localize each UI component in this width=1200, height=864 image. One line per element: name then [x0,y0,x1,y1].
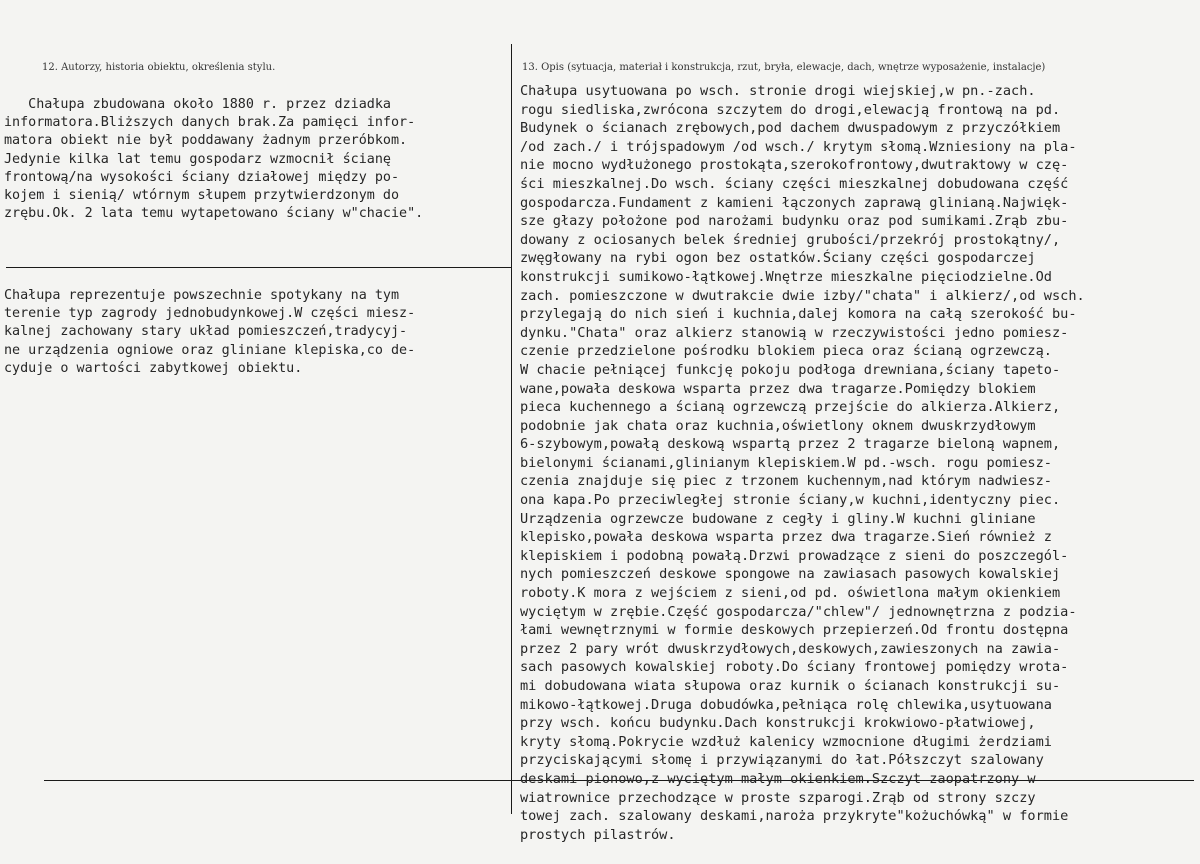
section13-heading: 13. Opis (sytuacja, materiał i konstrukcja, rzut, bryła, elewacje, dach, wnętrze wyposażenie, instalacje) [522,62,1046,73]
heritage-assessment-text: Chałupa reprezentuje powszechnie spotykany na tym terenie typ zagrody jednobudynkowej.W części miesz- kalnej zachowany stary układ pomieszczeń,tradycyj- ne urządzenia ogniowe oraz gliniane klepiska,co de- cyduje o wartości zabytkowej obiektu. [4,288,416,376]
column-divider [511,44,512,814]
left-section-divider [6,267,512,268]
section13-description-text: Chałupa usytuowana po wsch. stronie drogi wiejskiej,w pn.-zach. rogu siedliska,zwrócona szczytem do drogi,elewacją frontową na pd. Budynek o ścianach zrębowych,pod dachem dwuspadowym z przyczółkiem /od zach./ i trójspadowym /od wsch./ krytym słomą.Wzniesiony na pla- nie mocno wydłużonego prostokąta,szerokofrontowy,dwutraktowy w czę- ści mieszkalnej.Do wsch. ściany części mieszkalnej dobudowana część gospodarcza.Fundament z kamieni łączonych zaprawą glinianą.Najwięk- sze głazy położone pod narożami budynku oraz pod sumikami.Zrąb zbu- dowany z ociosanych belek średniej grubości/przekrój prostokątny/, zwęgłowany na rybi ogon bez ostatków.Ściany części gospodarczej konstrukcji sumikowo-łątkowej.Wnętrze mieszkalne pięciodzielne.Od zach. pomieszczone w dwutrakcie dwie izby/"chata" i alkierz/,od wsch. przylegają do nich sień i kuchnia,dalej komora na całą szerokość bu- dynku."Chata" oraz alkierz stanowią w rzeczywistości jedno pomiesz- czenie przedzielone pośrodku blokiem pieca oraz ścianą ogrzewczą. W chacie pełniącej funkcję pokoju podłoga drewniana,ściany tapeto- wane,powała deskowa wsparta przez dwa tragarze.Pomiędzy blokiem pieca kuchennego a ścianą ogrzewczą przejście do alkierza.Alkierz, podobnie jak chata oraz kuchnia,oświetlony oknem dwuskrzydłowym 6-szybowym,powałą deskową wspartą przez 2 tragarze bieloną wapnem, bielonymi ścianami,glinianym klepiskiem.W pd.-wsch. rogu pomiesz- czenia znajduje się piec z trzonem kuchennym,nad którym nadwiesz- ona kapa.Po przeciwległej stronie ściany,w kuchni,identyczny piec. Urządzenia ogrzewcze budowane z cegły i gliny.W kuchni gliniane klepisko,powała deskowa wsparta przez dwa tragarze.Sień również z klepiskiem i podobną powałą.Drzwi prowadzące z sieni do poszczegól- nych pomieszczeń deskowe spongowe na zawiasach pasowych kowalskiej roboty.K mora z wejściem z sieni,od pd. oświetlona małym okienkiem wyciętym w zrębie.Część gospodarcza/"chlew"/ jednownętrzna z podzia- łami wewnętrznymi w formie deskowych przepierzeń.Od frontu dostępna przez 2 pary wrót dwuskrzydłowych,deskowych,zawieszonych na zawia- sach pasowych kowalskiej roboty.Do ściany frontowej pomiędzy wrota- mi dobudowana wiata słupowa oraz kurnik o ścianach konstrukcji su- mikowo-łątkowej.Druga dobudówka,pełniąca rolę chlewika,usytuowana przy wsch. końcu budynku.Dach konstrukcji krokwiowo-płatwiowej, kryty słomą.Pokrycie wzdłuż kalenicy wzmocnione długimi żerdziami przyciskającymi słomę i przywiązanymi do łat.Półszczyt szalowany deskami pionowo,z wyciętym małym okienkiem.Szczyt zaopatrzony w wiatrownice przechodzące w proste szparogi.Zrąb od strony szczy towej zach. szalowany deskami,naroża przykryte"kożuchówką" w formie prostych pilastrów. [520,83,1085,843]
section12-history-text: Chałupa zbudowana około 1880 r. przez dziadka informatora.Bliższych danych brak.Za pamięci infor- matora obiekt nie był poddawany żadnym przeróbkom. Jedynie kilka lat temu gospodarz wzmocnił ścianę frontową/na wysokości ściany działowej między po- kojem i sienią/ wtórnym słupem przytwierdzonym do zrębu.Ok. 2 lata temu wytapetowano ściany w"chacie". [4,97,424,222]
section12-heading: 12. Autorzy, historia obiektu, określenia stylu. [42,62,276,73]
